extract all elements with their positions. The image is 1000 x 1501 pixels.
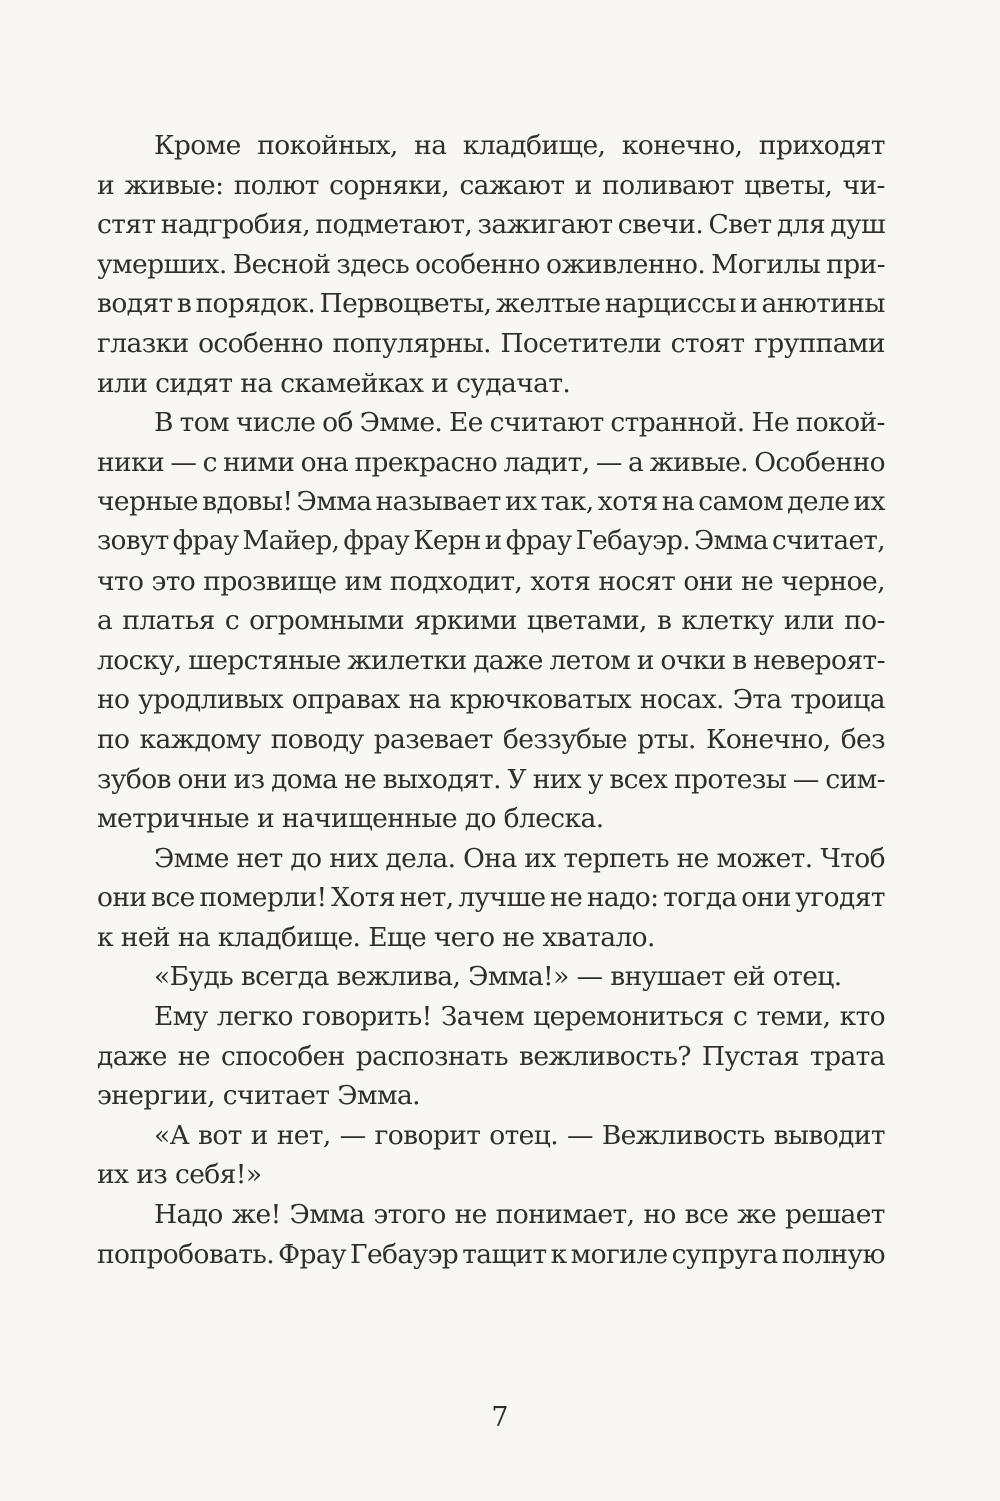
text-line: В том числе об Эмме. Ее считают странной. Не покой- [154, 407, 885, 439]
text-line: зубов они из дома не выходят. У них у всех протезы — сим- [97, 763, 885, 795]
text-line: или сидят на скамейках и судачат. [97, 367, 571, 399]
text-line: их из себя!» [97, 1159, 262, 1191]
text-line: а платья с огромными яркими цветами, в клетку или по- [97, 605, 885, 637]
text-line: Эмме нет до них дела. Она их терпеть не может. Чтоб [154, 842, 885, 874]
text-line: черные вдовы! Эмма называет их так, хотя на самом деле их [97, 486, 885, 518]
text-line: Надо же! Эмма этого не понимает, но все же решает [154, 1199, 885, 1231]
text-line: умерших. Весной здесь особенно оживленно. Могилы при- [97, 248, 885, 280]
text-line: зовут фрау Майер, фрау Керн и фрау Гебауэр. Эмма считает, [97, 525, 885, 556]
text-line: Ему легко говорить! Зачем церемониться с теми, кто [154, 1001, 885, 1033]
text-line: к ней на кладбище. Еще чего не хватало. [97, 921, 655, 953]
text-line: лоску, шерстяные жилетки даже летом и очки в невероят- [97, 644, 885, 676]
body-text [97, 126, 885, 1274]
text-line: попробовать. Фрау Гебауэр тащит к могиле супруга полную [97, 1238, 885, 1270]
text-line: метричные и начищенные до блеска. [97, 803, 604, 835]
text-line: по каждому поводу разевает беззубые рты. Конечно, без [97, 723, 885, 755]
text-line: что это прозвище им подходит, хотя носят они не черное, [97, 565, 885, 597]
text-line: они все померли! Хотя нет, лучше не надо: тогда они угодят [97, 882, 885, 914]
text-line: энергии, считает Эмма. [97, 1080, 420, 1112]
text-line: «Будь всегда вежлива, Эмма!» — внушает ей отец. [154, 961, 842, 993]
text-line: но уродливых оправах на крючковатых носах. Эта троица [97, 684, 885, 716]
text-line: ники — с ними она прекрасно ладит, — а живые. Особенно [97, 446, 885, 478]
text-line: Кроме покойных, на кладбище, конечно, приходят [154, 130, 885, 161]
text-line: водят в порядок. Первоцветы, желтые нарциссы и анютины [97, 288, 885, 320]
text-line: «А вот и нет, — говорит отец. — Вежливость выводит [154, 1119, 885, 1151]
text-line: и живые: полют сорняки, сажают и поливают цветы, чи- [97, 169, 885, 201]
text-line: стят надгробия, подметают, зажигают свечи. Свет для душ [97, 209, 885, 241]
text-line: даже не способен распознать вежливость? Пустая трата [97, 1040, 885, 1072]
text-line: глазки особенно популярны. Посетители стоят группами [97, 327, 885, 359]
page-number: 7 [491, 1402, 509, 1433]
